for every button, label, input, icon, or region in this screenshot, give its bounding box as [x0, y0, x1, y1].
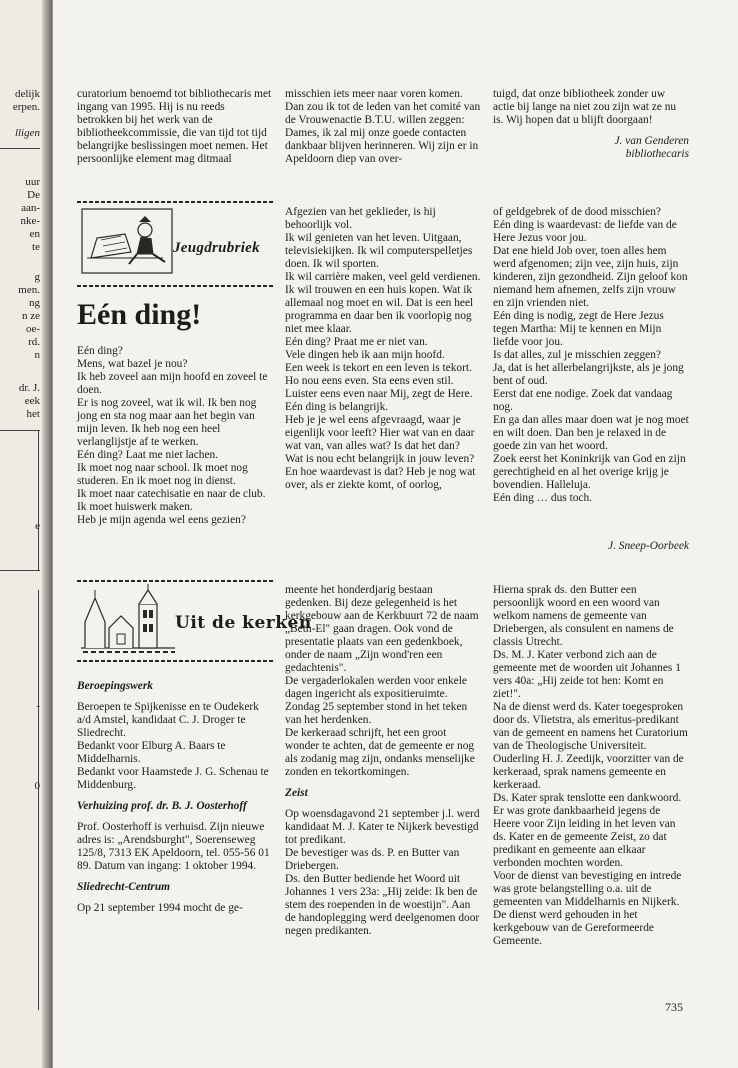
body-text: Vele dingen heb ik aan mijn hoofd.	[285, 349, 445, 361]
body-text: Ik moet naar catechisatie en naar de club.	[77, 488, 266, 500]
body-text: De dienst werd gehouden in het kerkgebouw van de Gereformeerde Gemeente.	[493, 909, 654, 947]
jeugdrubriek-heading: Jeugdrubriek	[173, 240, 260, 256]
body-text: De bevestiger was ds. P. en Butter van Driebergen.	[285, 847, 460, 872]
kerken-column-1	[77, 680, 273, 915]
prev-text: lligen	[14, 127, 40, 139]
prev-text: g	[34, 271, 40, 283]
body-text: Is dat alles, zul je misschien zeggen?	[493, 349, 661, 361]
body-text: Heb je je wel eens afgevraagd, waar je eigenlijk voor leeft? Hier wat van en daar wat van, van alles wat? Is dat het dan?	[285, 414, 475, 452]
body-text: Eén ding … dus toch.	[493, 492, 593, 504]
prev-text: 0	[34, 780, 40, 792]
prev-text: delijk	[14, 88, 40, 100]
body-text: En hoe waardevast is dat? Heb je nog wat over, als er ziekte komt, of oorlog,	[285, 466, 476, 491]
body-text: Hierna sprak ds. den Butter een persoonlijk woord en een woord van welkom namens de gemeente van Driebergen, als consulent en namens de classis Utrecht.	[493, 584, 674, 648]
body-text: Prof. Oosterhoff is verhuisd. Zijn nieuwe adres is: „Arendsburght", Soerenseweg 125/8, 7313 EK Apeldoorn, tel. 055-56 01 89. Datum van ingang: 1 oktober 1994.	[77, 821, 270, 872]
prev-text: te	[32, 241, 40, 253]
church-illustration	[79, 584, 177, 654]
prev-text: ng	[29, 297, 40, 309]
body-text: En ga dan alles maar doen wat je nog moet en wilt doen. Dan ben je relaxed in de goede zin van het woord.	[493, 414, 689, 452]
prev-text: aan-	[21, 202, 40, 214]
jeugd-signature: J. Sneep-Oorbeek	[608, 540, 689, 552]
subheading: Beroepingswerk	[77, 680, 153, 692]
prev-text: oe-	[25, 323, 40, 335]
body-text: Eerst dat ene nodige. Zoek dat vandaag nog.	[493, 388, 673, 413]
prev-text: nke-	[20, 215, 40, 227]
body-text: Ouderling H. J. Zeedijk, voorzitter van de kerkeraad, sprak namens gemeente en kerkeraad.	[493, 753, 684, 791]
prev-box-edge	[38, 590, 39, 1010]
section-dashed-rule	[77, 660, 273, 662]
body-text: Ik wil genieten van het leven. Uitgaan, televisiekijken. Ik wil computerspelletjes doen. Ik wil sporten.	[285, 232, 473, 270]
body-text: curatorium benoemd tot bibliothecaris met ingang van 1995. Hij is nu reeds betrokken bij het werk van de bibliotheekcommissie, die van tijd tot tijd belangrijke beslissingen moet nemen. Het persoonlijke element mag ditmaal	[77, 88, 272, 165]
body-text: Ja, dat is het allerbelangrijkste, als je jong bent of oud.	[493, 362, 684, 387]
body-text: Zoek eerst het Koninkrijk van God en zijn gerechtigheid en al het overige krijg je bovendien. Halleluja.	[493, 453, 686, 491]
prev-text: De	[27, 189, 40, 201]
signature-name: J. van Genderen	[614, 135, 689, 147]
body-text: De vergaderlokalen werden voor enkele dagen ingericht als expositieruimte.	[285, 675, 467, 700]
body-text: Er is nog zoveel, wat ik wil. Ik ben nog jong en sta nog maar aan het begin van mijn leven. Ik heb nog een heel verlanglijstje af te werken.	[77, 397, 257, 448]
body-text: misschien iets meer naar voren komen. Dan zou ik tot de leden van het comité van de Vrouwenactie B.T.U. willen zeggen: Dames, ik zal mij onze goede contacten dankbaar blijven herinneren. Wij zijn er in Apeldoorn diep van over-	[285, 88, 481, 165]
prev-box-edge	[0, 570, 40, 571]
body-text: Ik moet huiswerk maken.	[77, 501, 193, 513]
prev-text: n ze	[21, 310, 40, 322]
body-text: Ik wil carrière maken, veel geld verdienen. Ik wil trouwen en een huis kopen. Wat ik allemaal nog moet en wil. Dat is een heel programma en daar ben ik voorlopig nog niet mee klaar.	[285, 271, 481, 335]
body-text: Eén ding is waardevast: de liefde van de Here Jezus voor jou.	[493, 219, 677, 244]
prev-text: n	[34, 349, 40, 361]
body-text: Bedankt voor Elburg A. Baars te Middelharnis.	[77, 740, 226, 765]
magazine-page	[52, 0, 738, 1068]
jeugd-column-2	[285, 206, 481, 492]
body-text: Op woensdagavond 21 september j.l. werd kandidaat M. J. Kater te Nijkerk bevestigd tot predikant.	[285, 808, 480, 846]
jeugd-column-3	[493, 206, 689, 505]
subheading: Verhuizing prof. dr. B. J. Oosterhoff	[77, 800, 247, 812]
section-dashed-rule	[77, 285, 273, 287]
body-text: Ds. Kater sprak tenslotte een dankwoord. Er was grote dankbaarheid jegens de Heere voor Zijn leiding in het leven van ds. Kater en de gemeente Zeist, zo dat predikant en gemeente aan elkaar verbonden mochten worden.	[493, 792, 682, 869]
body-text: Luister eens even naar Mij, zegt de Here. Eén ding is belangrijk.	[285, 388, 473, 413]
body-text: tuigd, dat onze bibliotheek zonder uw actie bij lange na niet zou zijn wat ze nu is. Wij hopen dat u blijft doorgaan!	[493, 88, 677, 126]
prev-text: uur	[25, 176, 40, 188]
kerken-column-3	[493, 584, 689, 948]
body-text: Op 21 september 1994 mocht de ge-	[77, 902, 243, 914]
body-text: of geldgebrek of de dood misschien?	[493, 206, 661, 218]
reading-child-illustration	[81, 208, 173, 274]
prev-text: dr. J.	[18, 382, 40, 394]
body-text: Eén ding? Laat me niet lachen.	[77, 449, 219, 461]
body-text: Bedankt voor Haamstede J. G. Schenau te Middenburg.	[77, 766, 269, 791]
section-dashed-rule	[77, 201, 273, 203]
body-text: Een week is tekort en een leven is tekort.	[285, 362, 472, 374]
body-text: Afgezien van het geklieder, is hij behoorlijk vol.	[285, 206, 436, 231]
body-text: Eén ding is nodig, zegt de Here Jezus tegen Martha: Mij te kennen en Mijn liefde voor jou.	[493, 310, 664, 348]
kerken-column-2	[285, 584, 481, 938]
body-text: Ik moet nog naar school. Ik moet nog studeren. En ik moet nog in dienst.	[77, 462, 248, 487]
body-text: meente het honderdjarig bestaan gedenken. Bij deze gelegenheid is het kerkgebouw aan de Kerkbuurt 72 de naam „Beth-El" gaan dragen. Ook vond de presentatie plaats van een gedenkboek, onder de naam „Zijn wond'ren een gedachtenis".	[285, 584, 479, 674]
body-text: Heb je mijn agenda wel eens gezien?	[77, 514, 246, 526]
body-text: Na de dienst werd ds. Kater toegesproken door ds. Vlietstra, als emeritus-predikant van de gemeent en namens het Curatorium van de Theologische Universiteit.	[493, 701, 688, 752]
prev-text: en	[29, 228, 40, 240]
prev-text: rd.	[28, 336, 40, 348]
prev-text: het	[26, 408, 40, 420]
subheading: Zeist	[285, 787, 308, 799]
prev-text: men.	[18, 284, 40, 296]
article-title: Eén ding!	[77, 298, 202, 331]
uit-de-kerken-heading: Uit de kerken	[175, 613, 312, 633]
top-column-1	[77, 88, 273, 166]
body-text: Wat is nou echt belangrijk in jouw leven?	[285, 453, 475, 465]
body-text: Ds. M. J. Kater verbond zich aan de gemeente met de woorden uit Johannes 1 vers 40a: „Hij zeide tot hen: Komt en ziet!".	[493, 649, 681, 700]
body-text: Ik heb zoveel aan mijn hoofd en zoveel te doen.	[77, 371, 268, 396]
prev-box-edge	[0, 430, 40, 431]
prev-text: -	[36, 700, 40, 712]
prev-text: eek	[24, 395, 40, 407]
body-text: Eén ding?	[77, 345, 123, 357]
body-text: Beroepen te Spijkenisse en te Oudekerk a/d Amstel, kandidaat C. J. Droger te Sliedrecht.	[77, 701, 259, 739]
body-text: Ds. den Butter bediende het Woord uit Johannes 1 vers 23a: „Hij zeide: Ik ben de stem des roependen in de woestijn". Aan de handoplegging werd deelgenomen door negen predikanten.	[285, 873, 480, 937]
prev-text: e	[35, 520, 40, 532]
top-column-2	[285, 88, 481, 166]
previous-page-edge	[0, 0, 52, 1068]
body-text: Ho nou eens even. Sta eens even stil.	[285, 375, 454, 387]
body-text: Zondag 25 september stond in het teken van het herdenken.	[285, 701, 468, 726]
body-text: Mens, wat bazel je nou?	[77, 358, 188, 370]
body-text: De kerkeraad schrijft, het een groot wonder te achten, dat de gemeente er nog als zodanig mag zijn, ondanks menselijke zonden en tekortkomingen.	[285, 727, 475, 778]
prev-text: erpen.	[12, 101, 40, 113]
prev-box-edge	[38, 430, 39, 570]
jeugd-column-1	[77, 345, 273, 527]
body-text: Dat ene hield Job over, toen alles hem werd afgenomen; zijn vee, zijn huis, zijn kinderen, zijn gezondheid. Zijn geloof kon niemand hem afnemen, zelfs zijn vrouw en zijn vrienden niet.	[493, 245, 688, 309]
subheading: Sliedrecht-Centrum	[77, 881, 171, 893]
binding-gutter	[42, 0, 52, 1068]
page-number: 735	[665, 1000, 683, 1014]
body-text: Eén ding? Praat me er niet van.	[285, 336, 428, 348]
signature-role: bibliothecaris	[625, 148, 689, 160]
prev-rule	[0, 148, 40, 149]
section-dashed-rule	[77, 580, 273, 582]
body-text: Voor de dienst van bevestiging en intrede was grote belangstelling o.a. uit de gemeenten van Middelharnis en Nijkerk.	[493, 870, 682, 908]
top-column-3	[493, 88, 689, 161]
